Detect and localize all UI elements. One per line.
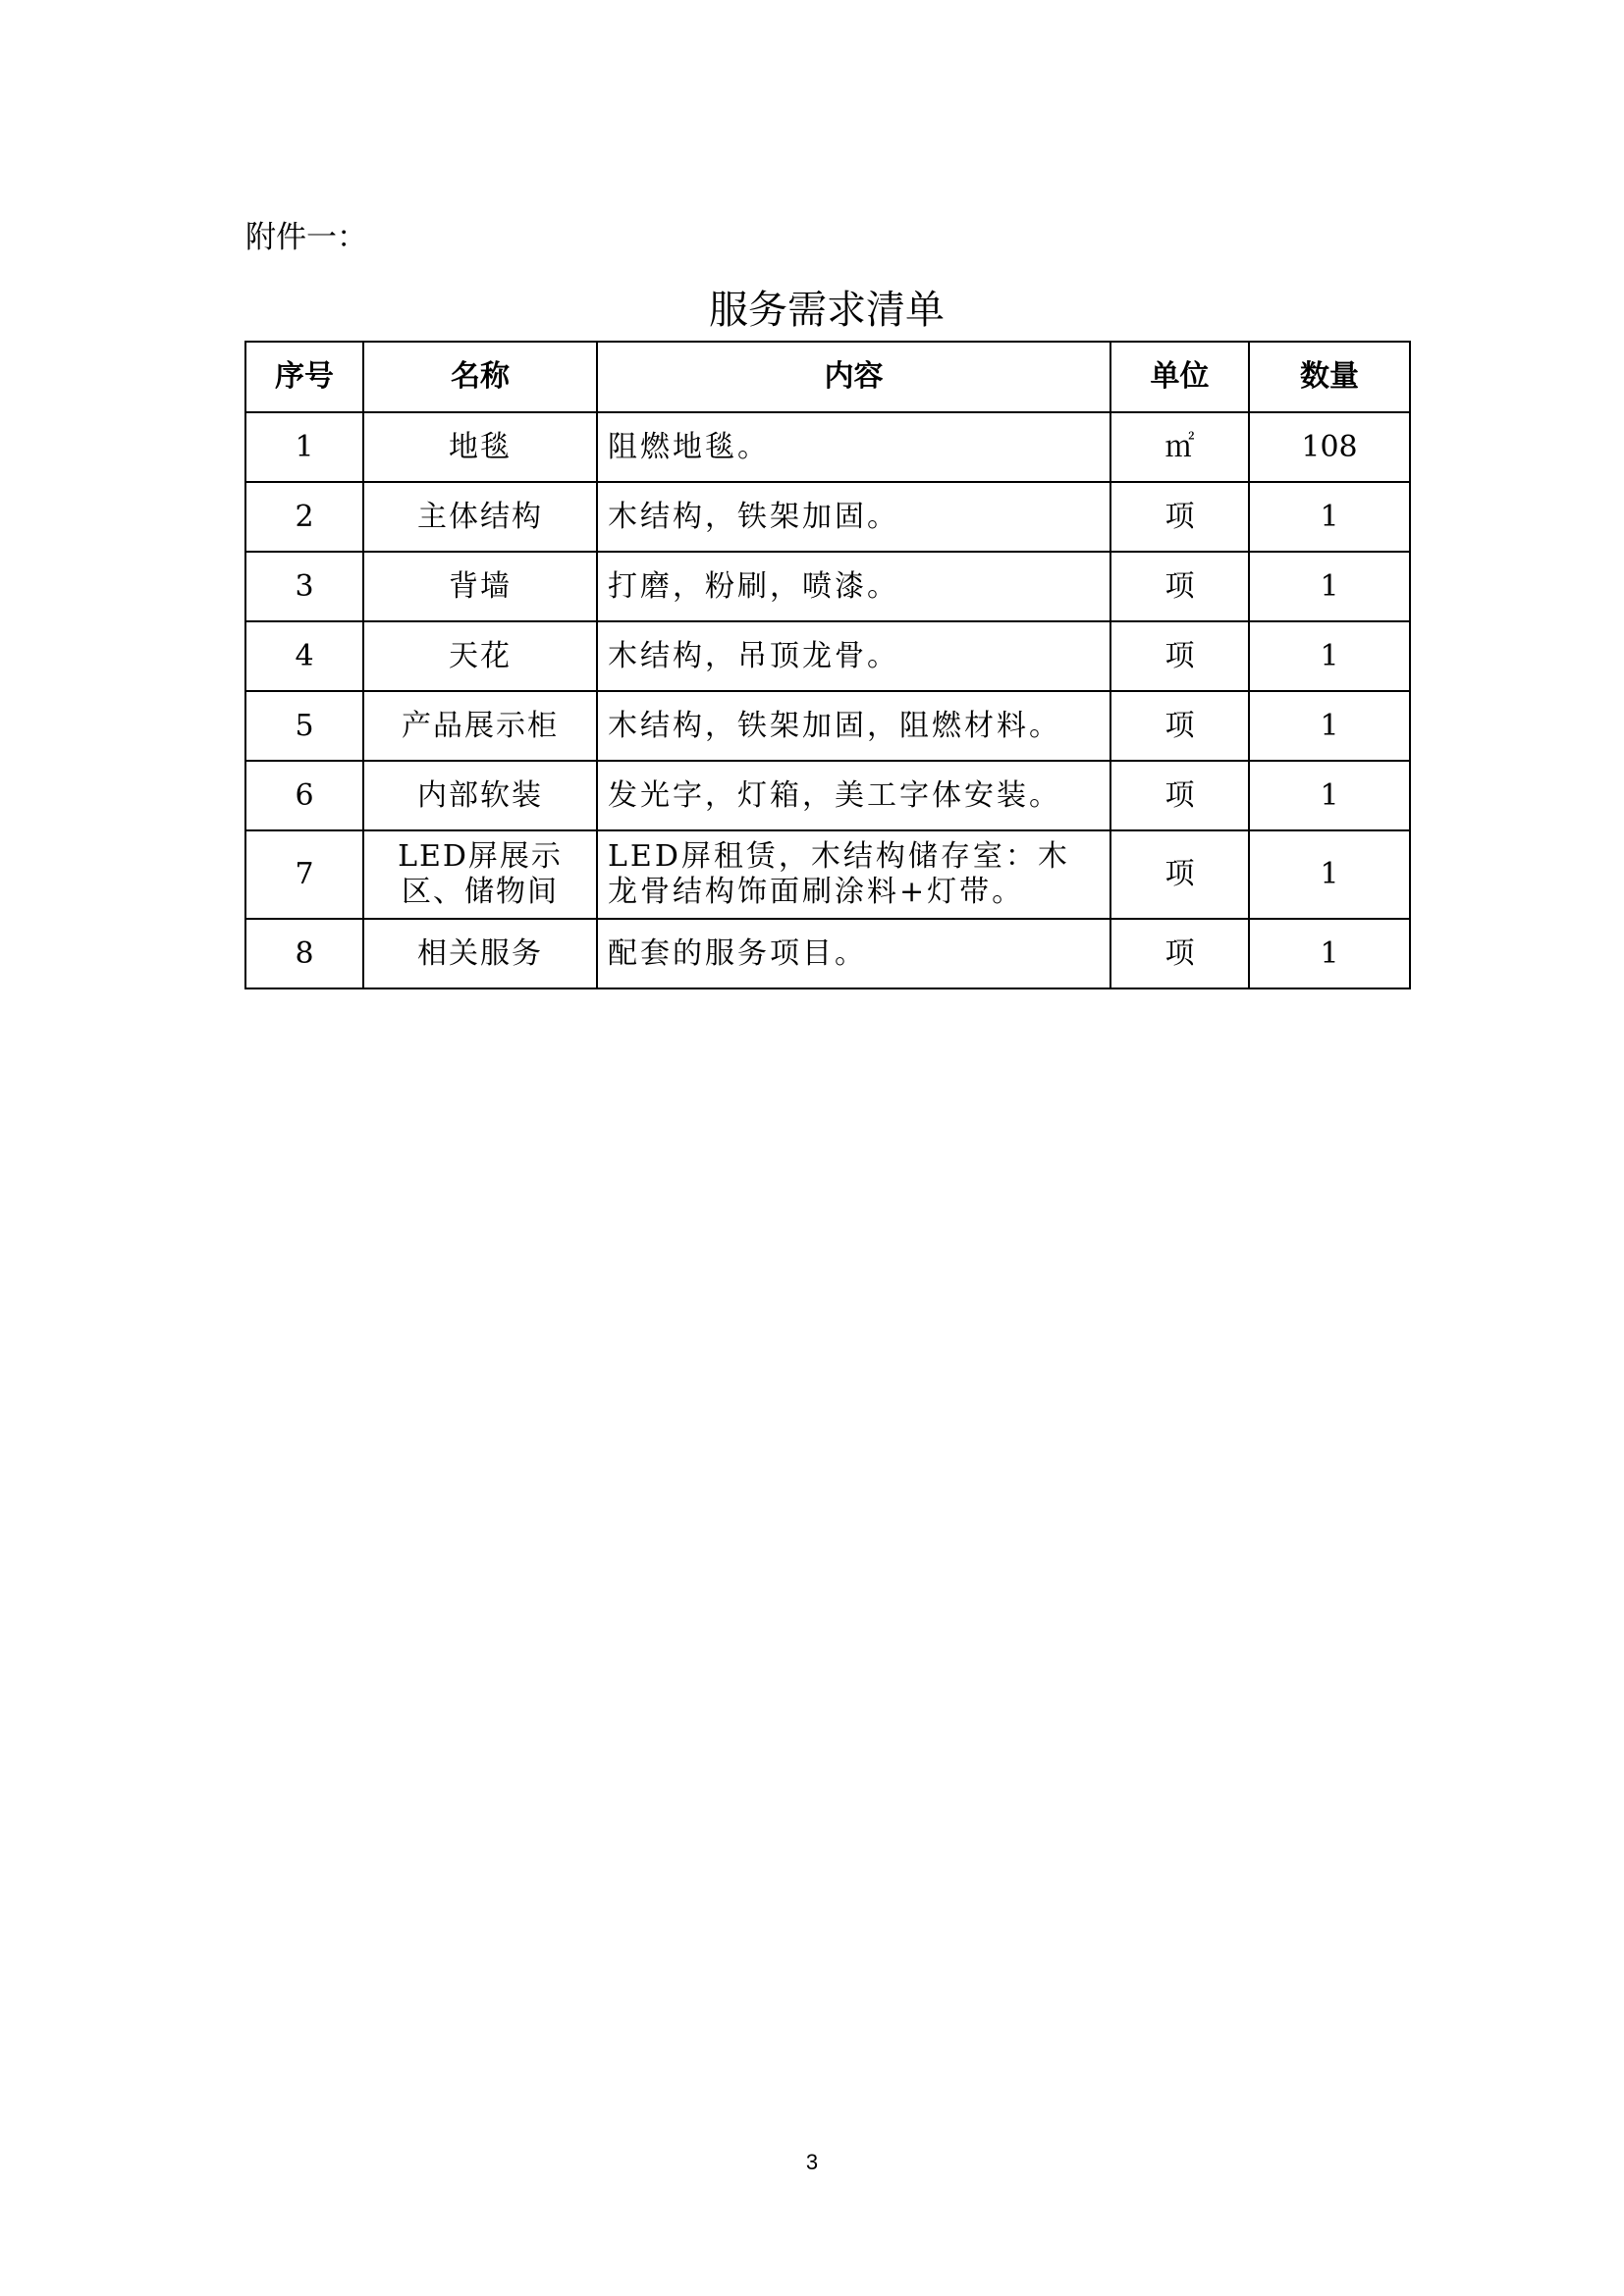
header-name: 名称 (363, 342, 597, 412)
table-row (245, 691, 1410, 761)
page-number: 3 (805, 2150, 819, 2174)
row-name: 地毯 (363, 412, 597, 482)
row-unit: 项 (1110, 482, 1249, 552)
table-row (245, 482, 1410, 552)
row-no: 5 (245, 691, 363, 761)
row-name: 背墙 (363, 552, 597, 621)
row-qty: 108 (1249, 412, 1410, 482)
table-row (245, 552, 1410, 621)
row-no: 2 (245, 482, 363, 552)
row-name: LED屏展示区、储物间 (363, 830, 597, 919)
header-content: 内容 (597, 342, 1110, 412)
row-content: 配套的服务项目。 (597, 919, 1110, 988)
row-no: 4 (245, 621, 363, 691)
row-unit: 项 (1110, 919, 1249, 988)
table-row (245, 412, 1410, 482)
row-unit: 项 (1110, 621, 1249, 691)
row-content: 木结构，吊顶龙骨。 (597, 621, 1110, 691)
row-no: 8 (245, 919, 363, 988)
row-name: 内部软装 (363, 761, 597, 830)
service-requirements-table (244, 341, 1411, 989)
row-no: 6 (245, 761, 363, 830)
table-header-row (245, 342, 1410, 412)
row-no: 1 (245, 412, 363, 482)
table-row (245, 830, 1410, 919)
row-qty: 1 (1249, 919, 1410, 988)
row-no: 3 (245, 552, 363, 621)
row-content: 木结构，铁架加固，阻燃材料。 (597, 691, 1110, 761)
header-qty: 数量 (1249, 342, 1410, 412)
row-unit: 项 (1110, 552, 1249, 621)
row-name: 相关服务 (363, 919, 597, 988)
table-row (245, 761, 1410, 830)
row-qty: 1 (1249, 830, 1410, 919)
row-content: 阻燃地毯。 (597, 412, 1110, 482)
row-unit: 项 (1110, 830, 1249, 919)
row-unit: 项 (1110, 691, 1249, 761)
row-qty: 1 (1249, 691, 1410, 761)
header-no: 序号 (245, 342, 363, 412)
row-qty: 1 (1249, 621, 1410, 691)
attachment-label: 附件一： (245, 220, 367, 255)
row-unit: ㎡ (1110, 412, 1249, 482)
row-name: 主体结构 (363, 482, 597, 552)
row-unit: 项 (1110, 761, 1249, 830)
document-title: 服务需求清单 (709, 288, 945, 333)
row-qty: 1 (1249, 761, 1410, 830)
row-content: 发光字，灯箱，美工字体安装。 (597, 761, 1110, 830)
row-name: 天花 (363, 621, 597, 691)
row-name: 产品展示柜 (363, 691, 597, 761)
row-content: LED屏租赁，木结构储存室：木龙骨结构饰面刷涂料+灯带。 (597, 830, 1110, 919)
row-content: 打磨，粉刷，喷漆。 (597, 552, 1110, 621)
table-row (245, 919, 1410, 988)
row-qty: 1 (1249, 552, 1410, 621)
row-content: 木结构，铁架加固。 (597, 482, 1110, 552)
row-qty: 1 (1249, 482, 1410, 552)
row-no: 7 (245, 830, 363, 919)
table-row (245, 621, 1410, 691)
header-unit: 单位 (1110, 342, 1249, 412)
